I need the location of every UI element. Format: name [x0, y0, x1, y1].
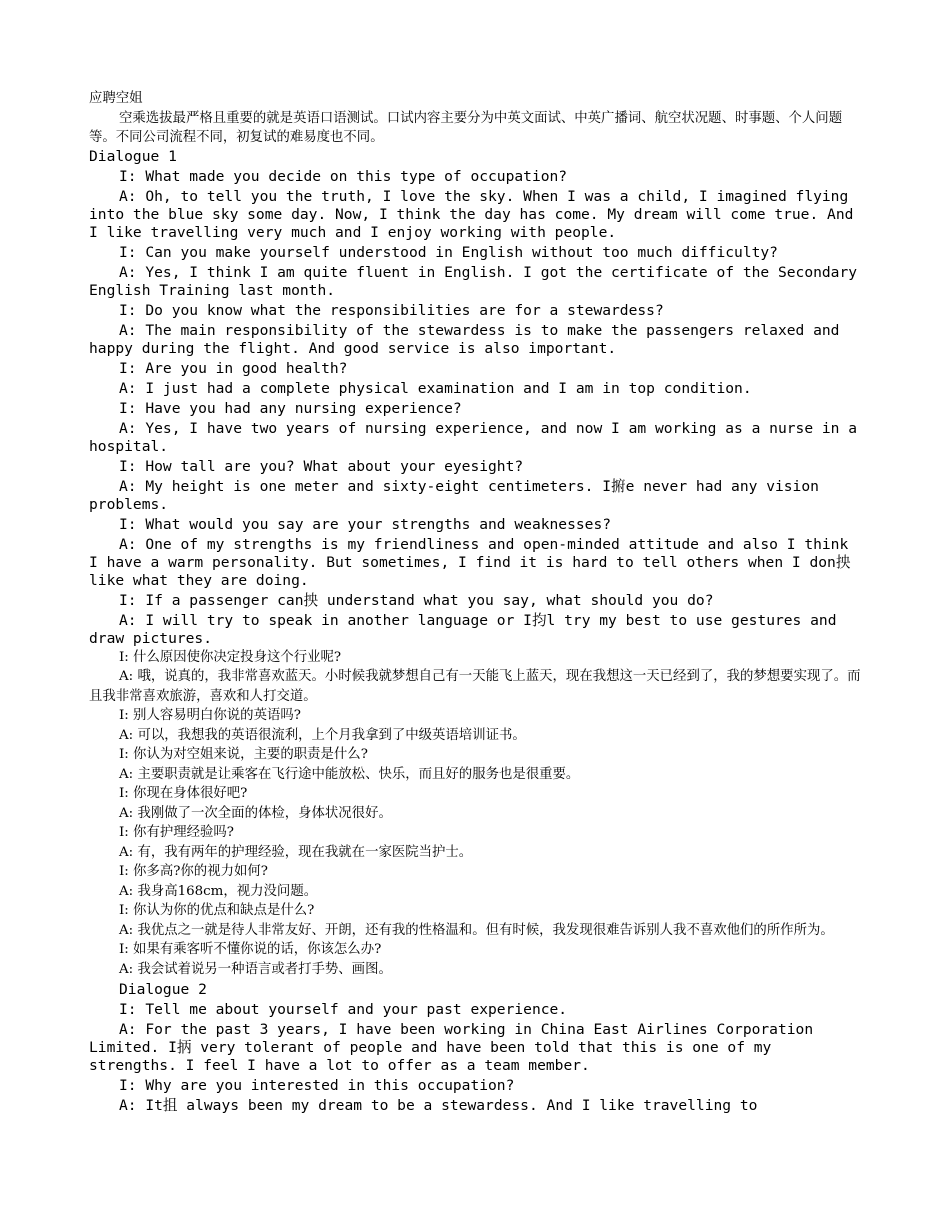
document-title: 应聘空姐 — [89, 91, 143, 106]
dialogue-1-heading: Dialogue 1 — [89, 147, 177, 165]
dialogue-line: A: I just had a complete physical examination and I am in top condition. — [119, 379, 752, 397]
dialogue-line: I: Are you in good health? — [119, 359, 348, 377]
dialogue-line: A: 我会试着说另一种语言或者打手势、画图。 — [119, 961, 392, 977]
dialogue-line: I: 你有护理经验吗? — [119, 825, 234, 840]
dialogue-line: I: How tall are you? What about your eyesight? — [119, 457, 524, 475]
document-page — [89, 89, 864, 1115]
dialogue-line: A: Yes, I have two years of nursing experience, and now I am working as a nurse in a hospital. — [89, 419, 858, 455]
dialogue-line: A: 有，我有两年的护理经验，现在我就在一家医院当护士。 — [119, 844, 473, 860]
dialogue-line: I: If a passenger can抰 understand what you say, what should you do? — [119, 591, 714, 609]
dialogue-line: A: It抯 always been my dream to be a stewardess. And I like travelling to — [119, 1097, 758, 1114]
dialogue-line: I: 如果有乘客听不懂你说的话，你该怎么办? — [119, 942, 382, 957]
dialogue-line: A: For the past 3 years, I have been working in China East Airlines Corporation Limited. I抦 very tolerant of people and have been told that this is one of my strengths. I feel I have a lot to offer as a team member. — [89, 1021, 814, 1074]
dialogue-line: A: One of my strengths is my friendliness and open-minded attitude and also I think I have a warm personality. But sometimes, I find it is hard to tell others when I don抰 like what they are doing. — [89, 535, 851, 589]
dialogue-line: I: 你认为你的优点和缺点是什么? — [119, 903, 315, 918]
dialogue-line: A: Yes, I think I am quite fluent in English. I got the certificate of the Secondary English Training last month. — [89, 263, 858, 299]
dialogue-line: A: 我身高168cm，视力没问题。 — [119, 883, 318, 899]
document-intro: 空乘选拔最严格且重要的就是英语口语测试。口试内容主要分为中英文面试、中英广播词、航空状况题、时事题、个人问题等。不同公司流程不同，初复试的难易度也不同。 — [89, 110, 843, 145]
dialogue-line: A: My height is one meter and sixty-eight centimeters. I捬e never had any vision problems. — [89, 477, 819, 513]
dialogue-line: A: 我刚做了一次全面的体检，身体状况很好。 — [119, 805, 392, 821]
dialogue-line: A: Oh, to tell you the truth, I love the sky. When I was a child, I imagined flying into the blue sky some day. Now, I think the day has come. My dream will come true. And I like travelling very much and I enjoy working with people. — [89, 187, 854, 241]
dialogue-line: I: Tell me about yourself and your past experience. — [119, 1001, 568, 1018]
dialogue-line: A: 可以，我想我的英语很流利，上个月我拿到了中级英语培训证书。 — [119, 727, 526, 743]
dialogue-line: I: 你认为对空姐来说，主要的职责是什么? — [119, 747, 368, 762]
dialogue-line: A: I will try to speak in another language or I抣l try my best to use gestures and draw pictures. — [89, 611, 837, 647]
dialogue-line: I: Can you make yourself understood in English without too much difficulty? — [119, 243, 778, 261]
dialogue-line: I: 什么原因使你决定投身这个行业呢? — [119, 649, 342, 665]
dialogue-2-english — [89, 1001, 864, 1115]
dialogue-line: I: What would you say are your strengths and weaknesses? — [119, 515, 612, 533]
dialogue-line: A: 哦，说真的，我非常喜欢蓝天。小时候我就梦想自己有一天能飞上蓝天，现在我想这一天已经到了，我的梦想要实现了。而且我非常喜欢旅游，喜欢和人打交道。 — [89, 669, 861, 704]
dialogue-line: I: Do you know what the responsibilities are for a stewardess? — [119, 301, 664, 319]
dialogue-line: I: What made you decide on this type of occupation? — [119, 167, 568, 185]
dialogue-1-chinese — [89, 648, 864, 980]
dialogue-line: A: The main responsibility of the stewardess is to make the passengers relaxed and happy during the flight. And good service is also important. — [89, 321, 840, 357]
dialogue-line: A: 主要职责就是让乘客在飞行途中能放松、快乐，而且好的服务也是很重要。 — [119, 766, 580, 782]
dialogue-line: I: 你现在身体很好吧? — [119, 786, 248, 801]
dialogue-1-english — [89, 168, 864, 648]
dialogue-line: A: 我优点之一就是待人非常友好、开朗，还有我的性格温和。但有时候，我发现很难告诉别人我不喜欢他们的所作所为。 — [119, 922, 834, 938]
dialogue-2-heading: Dialogue 2 — [119, 981, 207, 998]
dialogue-line: I: 别人容易明白你说的英语吗? — [119, 708, 301, 723]
dialogue-line: I: Have you had any nursing experience? — [119, 399, 462, 417]
dialogue-line: I: Why are you interested in this occupation? — [119, 1077, 515, 1094]
dialogue-line: I: 你多高?你的视力如何? — [119, 864, 268, 879]
